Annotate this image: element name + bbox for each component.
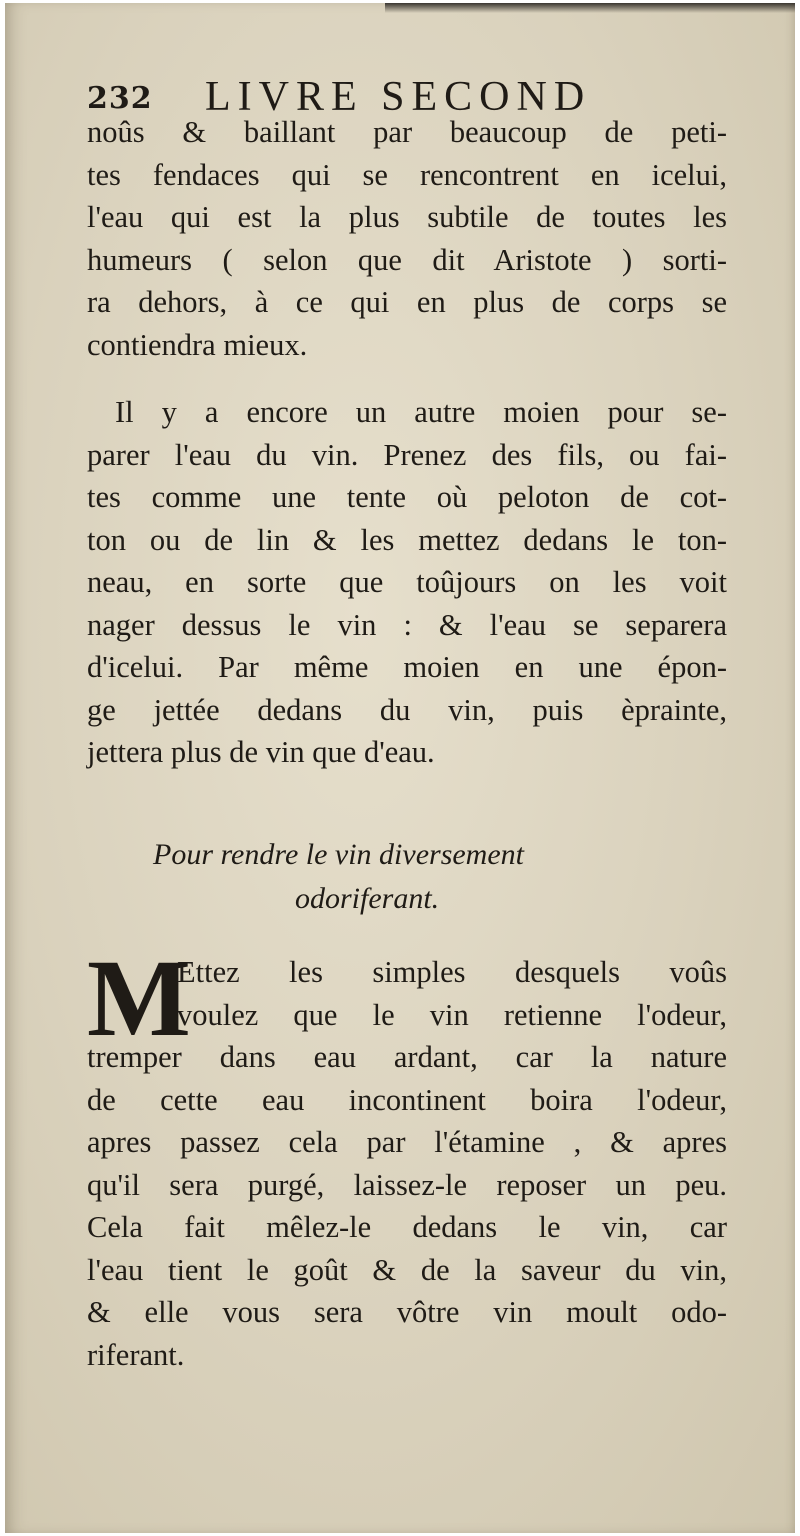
text-line: apres passez cela par l'étamine , & apres — [87, 1125, 727, 1159]
text-line: Ettez les simples desquels voûs — [177, 955, 727, 989]
section-heading-line-1: Pour rendre le vin diversement — [153, 838, 525, 871]
text-line: l'eau tient le goût & de la saveur du vin, — [87, 1252, 727, 1287]
section-heading — [145, 833, 705, 921]
paragraph-2 — [87, 391, 727, 774]
drop-cap: M — [87, 937, 191, 1059]
text-line: humeurs ( selon que dit Aristote ) sorti- — [87, 242, 727, 277]
text-line: Il y a encore un autre moien pour se- — [115, 395, 727, 429]
text-line: jettera plus de vin que d'eau. — [87, 735, 435, 769]
text-line: de cette eau incontinent boira l'odeur, — [87, 1082, 727, 1117]
paragraph-1 — [87, 111, 727, 366]
page-top-edge — [385, 3, 795, 13]
text-line: noûs & baillant par beaucoup de peti- — [87, 115, 727, 149]
text-line: Cela fait mêlez-le dedans le vin, car — [87, 1210, 727, 1244]
text-line: tes fendaces qui se rencontrent en icelui, — [87, 157, 727, 192]
text-line: & elle vous sera vôtre vin moult odo- — [87, 1295, 727, 1329]
text-line: ton ou de lin & les mettez dedans le ton- — [87, 522, 727, 557]
text-line: voulez que le vin retienne l'odeur, — [177, 997, 727, 1032]
text-line: riferant. — [87, 1337, 185, 1372]
text-line: d'icelui. Par même moien en une épon- — [87, 650, 727, 684]
paragraph-3 — [87, 1036, 727, 1376]
text-line: ra dehors, à ce qui en plus de corps se — [87, 285, 727, 319]
section-heading-line-2: odoriferant. — [295, 882, 440, 915]
text-line: neau, en sorte que toûjours on les voit — [87, 565, 727, 599]
page-number: 232 — [87, 81, 153, 116]
paragraph-3-indented — [177, 951, 727, 1036]
book-page — [5, 3, 795, 1533]
text-line: nager dessus le vin : & l'eau se separera — [87, 607, 727, 642]
text-line: parer l'eau du vin. Prenez des fils, ou fai- — [87, 437, 727, 472]
text-line: tremper dans eau ardant, car la nature — [87, 1040, 727, 1074]
text-line: qu'il sera purgé, laissez-le reposer un peu. — [87, 1167, 727, 1202]
text-line: ge jettée dedans du vin, puis èprainte, — [87, 692, 727, 727]
text-line: tes comme une tente où peloton de cot- — [87, 480, 727, 514]
text-line: l'eau qui est la plus subtile de toutes les — [87, 200, 727, 234]
running-head: LIVRE SECOND — [205, 74, 592, 120]
text-line: contiendra mieux. — [87, 327, 308, 362]
